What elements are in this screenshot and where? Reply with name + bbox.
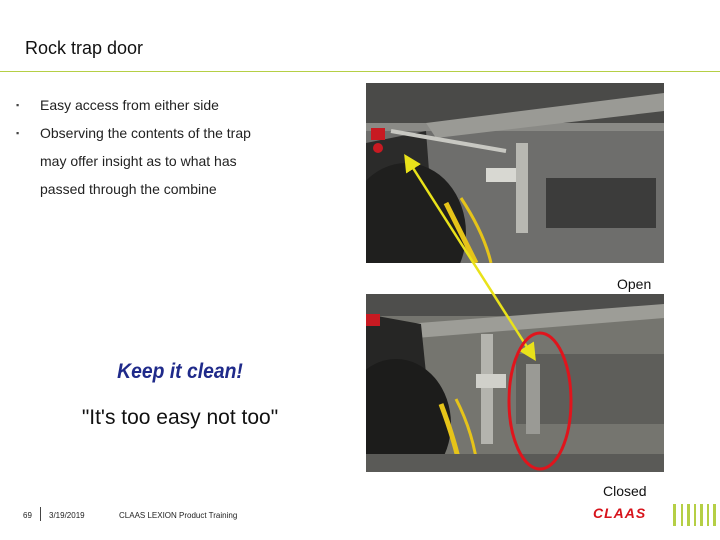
bullet-marker-icon: ▪ — [16, 100, 20, 110]
logo-wordmark: CLAAS — [593, 505, 647, 521]
callout-quote: "It's too easy not too" — [81, 406, 279, 429]
footer-divider — [40, 507, 41, 521]
bullet-marker-icon: ▪ — [16, 128, 20, 138]
bullet-text: Easy access from either side — [40, 97, 219, 113]
claas-logo — [593, 503, 720, 527]
bullet-text: Observing the contents of the trap — [40, 125, 251, 141]
photo-caption-open: Open — [617, 276, 652, 292]
footer-date: 3/19/2019 — [49, 511, 85, 520]
slide-title: Rock trap door — [25, 38, 144, 58]
bullet-item — [16, 124, 356, 152]
bullet-continuation: may offer insight as to what has — [40, 153, 237, 169]
photo-trap-open — [366, 83, 664, 263]
bullet-item — [16, 96, 356, 124]
footer-course-title: CLAAS LEXION Product Training — [119, 511, 238, 520]
bullet-continuation: passed through the combine — [40, 181, 217, 197]
photo-caption-closed: Closed — [603, 483, 647, 499]
logo-stripes-icon — [593, 503, 720, 527]
bullet-list — [16, 96, 356, 208]
title-divider — [0, 71, 720, 72]
callout-keep-clean: Keep it clean! — [117, 360, 243, 383]
photo-trap-closed — [366, 294, 664, 472]
footer-page-number: 69 — [23, 511, 32, 520]
